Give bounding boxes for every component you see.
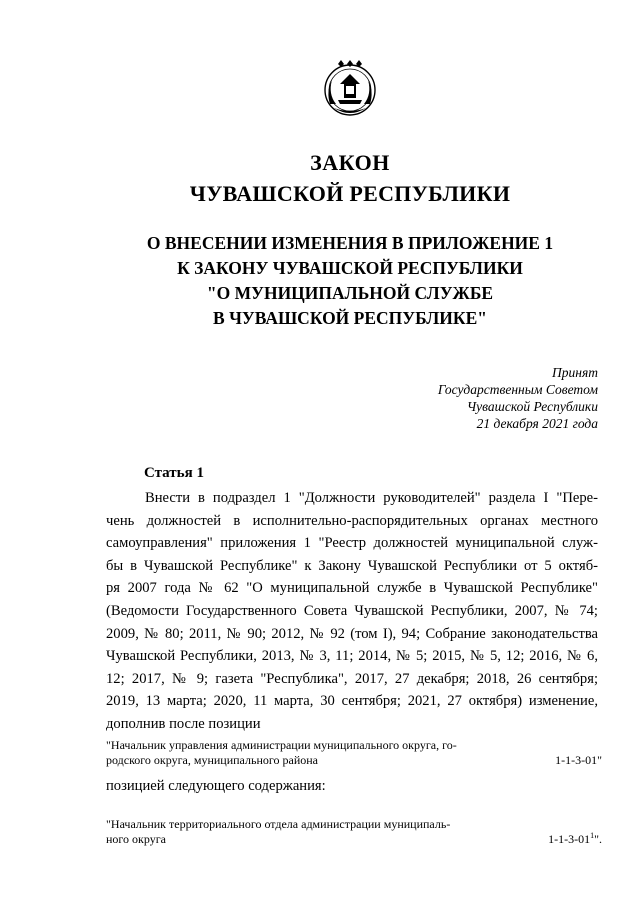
position-name: [106, 738, 498, 768]
body-line: Чувашской Республики, 2013, № 3, 11; 2014, № 5; 2015, № 5, 12; 2016, № 6,: [106, 648, 598, 665]
body-line: (Ведомости Государственного Совета Чувашской Республики, 2007, № 74;: [106, 602, 598, 619]
position-code-tail: ".: [594, 832, 602, 846]
position-code: 1-1-3-01": [555, 753, 602, 767]
body-line: чень должностей в исполнительно-распорядительных органах местного: [106, 512, 598, 529]
body-line: 2009, № 80; 2011, № 90; 2012, № 92 (том I), 94; Собрание законодательства: [106, 625, 598, 642]
adoption-line: Государственным Советом: [437, 382, 598, 397]
position-name-line: "Начальник управления администрации муниципального округа, го-: [106, 738, 457, 752]
body-line: 12; 2017, № 9; газета "Республика", 2017, 27 декабря; 2018, 26 сентября;: [106, 670, 598, 687]
position-name-line: "Начальник территориального отдела администрации муниципаль-: [106, 817, 451, 831]
adoption-line: Чувашской Республики: [466, 399, 598, 414]
body-line: бы в Чувашской Республике" к Закону Чувашской Республики от 5 октяб-: [106, 557, 598, 574]
connector-text: позицией следующего содержания:: [106, 778, 326, 794]
body-line: Внести в подраздел 1 "Должности руководителей" раздела I "Пере-: [145, 490, 598, 506]
adoption-date: 21 декабря 2021 года: [476, 416, 598, 431]
body-line: 2019, 13 марта; 2020, 11 марта, 30 сентября; 2021, 27 октября) изменение,: [106, 693, 598, 710]
chuvash-emblem-icon: [316, 54, 384, 122]
body-line: ря 2007 года № 62 "О муниципальной службе в Чувашской Республике": [106, 580, 598, 597]
adoption-line: Принят: [552, 365, 598, 380]
subtitle-line: К ЗАКОНУ ЧУВАШСКОЙ РЕСПУБЛИКИ: [177, 258, 523, 278]
subtitle-line: О ВНЕСЕНИИ ИЗМЕНЕНИЯ В ПРИЛОЖЕНИЕ 1: [146, 233, 554, 253]
new-position: [106, 817, 602, 847]
adoption-note: [380, 364, 598, 432]
position-name-line: ного округа: [106, 832, 166, 846]
position-code-superscript: 1: [590, 831, 595, 840]
subtitle-line: "О МУНИЦИПАЛЬНОЙ СЛУЖБЕ: [206, 283, 494, 303]
article-body: [106, 487, 598, 736]
position-name-line: родского округа, муниципального района: [106, 753, 318, 767]
body-line: самоуправления" приложения 1 "Реестр должностей муниципальной служ-: [106, 535, 598, 552]
article-heading: Статья 1: [144, 465, 204, 481]
position-code: [548, 828, 602, 847]
law-title: ЗАКОН: [310, 150, 390, 175]
law-title-republic: ЧУВАШСКОЙ РЕСПУБЛИКИ: [189, 181, 511, 206]
law-subtitle: [0, 231, 640, 331]
existing-position: [106, 738, 602, 768]
subtitle-line: В ЧУВАШСКОЙ РЕСПУБЛИКЕ": [213, 308, 487, 328]
body-line: дополнив после позиции: [106, 715, 261, 732]
position-name: [106, 817, 498, 847]
position-code-main: 1-1-3-01: [548, 832, 591, 846]
